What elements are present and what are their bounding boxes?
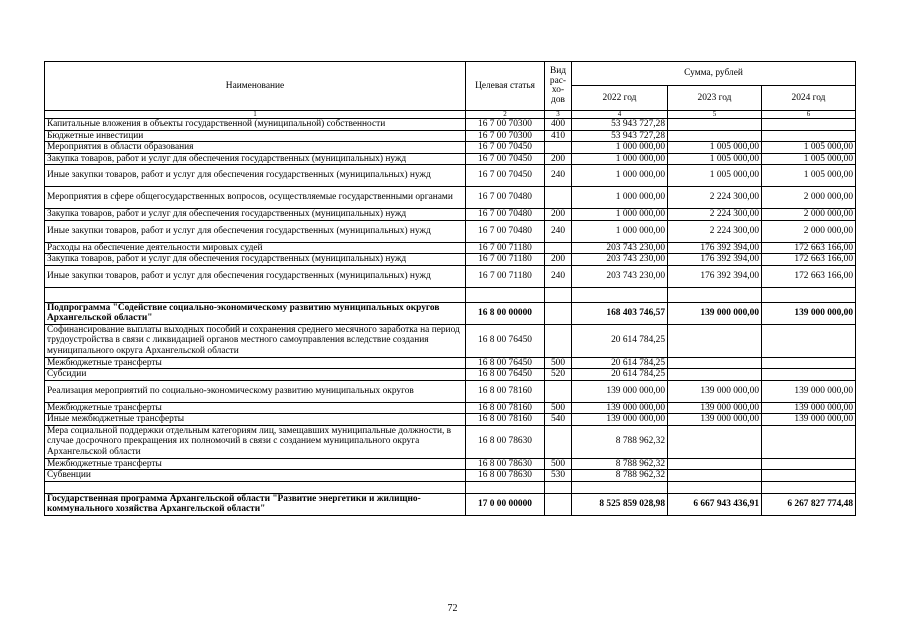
row-name: Государственная программа Архангельской области "Развитие энергетики и жилищно-коммунального хозяйства Архангельской области": [45, 493, 466, 515]
row-sum-2023: 1 005 000,00: [668, 142, 762, 154]
row-sum-2024: [762, 130, 856, 142]
row-target-article: 16 8 00 78630: [466, 470, 545, 482]
table-row: [45, 470, 856, 482]
table-row: [45, 187, 856, 209]
row-sum-2023: 1 005 000,00: [668, 153, 762, 165]
table-row: [45, 142, 856, 154]
row-sum-2022: 203 743 230,00: [572, 254, 668, 266]
row-sum-2024: [762, 458, 856, 470]
row-expense-type: 200: [545, 209, 572, 221]
table-body: [45, 119, 856, 516]
row-expense-type: 240: [545, 265, 572, 287]
row-target-article: 16 7 00 71180: [466, 242, 545, 254]
row-sum-2024: [762, 425, 856, 458]
row-target-article: 16 8 00 00000: [466, 302, 545, 324]
row-sum-2022: 168 403 746,57: [572, 302, 668, 324]
row-sum-2023: 139 000 000,00: [668, 414, 762, 426]
row-target-article: 16 8 00 78630: [466, 425, 545, 458]
table-row: [45, 324, 856, 357]
row-expense-type: 240: [545, 220, 572, 242]
row-name: Межбюджетные трансферты: [45, 357, 466, 369]
row-target-article: [466, 287, 545, 302]
table-row: [45, 380, 856, 402]
row-name: Мероприятия в области образования: [45, 142, 466, 154]
row-sum-2023: 2 224 300,00: [668, 187, 762, 209]
row-expense-type: 520: [545, 369, 572, 381]
header-sum: Сумма, рублей: [572, 62, 856, 86]
row-target-article: 16 7 00 70450: [466, 142, 545, 154]
table-row: [45, 153, 856, 165]
header-expense-type: Вид рас-хо-дов: [545, 62, 572, 111]
row-sum-2023: 139 000 000,00: [668, 402, 762, 414]
row-sum-2024: 139 000 000,00: [762, 302, 856, 324]
row-sum-2022: 8 788 962,32: [572, 458, 668, 470]
row-sum-2022: 53 943 727,28: [572, 119, 668, 131]
row-target-article: 17 0 00 00000: [466, 493, 545, 515]
row-sum-2024: [762, 119, 856, 131]
table-row: [45, 425, 856, 458]
row-sum-2022: 1 000 000,00: [572, 187, 668, 209]
row-sum-2024: [762, 324, 856, 357]
table-row: [45, 357, 856, 369]
header-name: Наименование: [45, 62, 466, 111]
row-sum-2024: [762, 287, 856, 302]
row-sum-2023: [668, 130, 762, 142]
row-target-article: 16 8 00 78630: [466, 458, 545, 470]
row-target-article: 16 7 00 70450: [466, 165, 545, 187]
row-sum-2024: 172 663 166,00: [762, 242, 856, 254]
row-sum-2022: 1 000 000,00: [572, 220, 668, 242]
table-row: [45, 209, 856, 221]
row-target-article: 16 7 00 71180: [466, 265, 545, 287]
row-sum-2022: [572, 287, 668, 302]
row-sum-2022: 20 614 784,25: [572, 369, 668, 381]
row-expense-type: [545, 187, 572, 209]
row-target-article: [466, 481, 545, 493]
header-year-2022: 2022 год: [572, 86, 668, 111]
row-target-article: 16 8 00 76450: [466, 324, 545, 357]
row-sum-2024: 172 663 166,00: [762, 265, 856, 287]
row-sum-2022: 139 000 000,00: [572, 402, 668, 414]
row-sum-2024: 1 005 000,00: [762, 165, 856, 187]
row-sum-2022: 53 943 727,28: [572, 130, 668, 142]
row-sum-2023: [668, 425, 762, 458]
row-sum-2022: 8 525 859 028,98: [572, 493, 668, 515]
row-expense-type: 410: [545, 130, 572, 142]
row-target-article: 16 8 00 76450: [466, 357, 545, 369]
row-sum-2023: 2 224 300,00: [668, 209, 762, 221]
row-name: [45, 287, 466, 302]
row-expense-type: 240: [545, 165, 572, 187]
row-expense-type: [545, 425, 572, 458]
row-sum-2023: 1 005 000,00: [668, 165, 762, 187]
row-name: Мера социальной поддержки отдельным категориям лиц, замещавших муниципальные должности, в случае досрочного прекращения их полномочий в связи с созданием муниципального округа Архангельской области: [45, 425, 466, 458]
row-target-article: 16 7 00 70300: [466, 119, 545, 131]
table-row: [45, 402, 856, 414]
row-sum-2024: 139 000 000,00: [762, 414, 856, 426]
row-expense-type: [545, 242, 572, 254]
row-name: Иные закупки товаров, работ и услуг для обеспечения государственных (муниципальных) нужд: [45, 220, 466, 242]
row-sum-2022: 20 614 784,25: [572, 324, 668, 357]
table-row: [45, 369, 856, 381]
row-sum-2022: [572, 481, 668, 493]
row-sum-2023: 176 392 394,00: [668, 265, 762, 287]
row-sum-2022: 203 743 230,00: [572, 265, 668, 287]
row-name: Мероприятия в сфере общегосударственных вопросов, осуществляемые государственными органами: [45, 187, 466, 209]
row-name: [45, 481, 466, 493]
row-target-article: 16 7 00 70450: [466, 153, 545, 165]
row-sum-2022: 20 614 784,25: [572, 357, 668, 369]
row-name: Субсидии: [45, 369, 466, 381]
row-sum-2024: 2 000 000,00: [762, 220, 856, 242]
row-expense-type: 200: [545, 153, 572, 165]
row-target-article: 16 7 00 70480: [466, 220, 545, 242]
row-name: Межбюджетные трансферты: [45, 402, 466, 414]
table-row: [45, 302, 856, 324]
row-sum-2023: 2 224 300,00: [668, 220, 762, 242]
header-target-article: Целевая статья: [466, 62, 545, 111]
table-row: [45, 265, 856, 287]
row-expense-type: 540: [545, 414, 572, 426]
row-expense-type: 530: [545, 470, 572, 482]
row-sum-2022: 1 000 000,00: [572, 165, 668, 187]
row-sum-2023: 176 392 394,00: [668, 254, 762, 266]
page-number: 72: [447, 603, 458, 614]
row-sum-2022: 139 000 000,00: [572, 380, 668, 402]
row-expense-type: 500: [545, 402, 572, 414]
column-index-row: [45, 111, 856, 119]
row-name: Закупка товаров, работ и услуг для обеспечения государственных (муниципальных) нужд: [45, 254, 466, 266]
row-expense-type: [545, 302, 572, 324]
row-sum-2023: [668, 481, 762, 493]
row-sum-2022: 8 788 962,32: [572, 470, 668, 482]
row-target-article: 16 8 00 76450: [466, 369, 545, 381]
row-sum-2024: 1 005 000,00: [762, 142, 856, 154]
row-sum-2023: [668, 458, 762, 470]
row-sum-2023: [668, 287, 762, 302]
header-year-2023: 2023 год: [668, 86, 762, 111]
row-name: Расходы на обеспечение деятельности мировых судей: [45, 242, 466, 254]
row-target-article: 16 7 00 70480: [466, 209, 545, 221]
row-expense-type: 400: [545, 119, 572, 131]
row-sum-2022: 1 000 000,00: [572, 142, 668, 154]
row-name: Иные межбюджетные трансферты: [45, 414, 466, 426]
row-expense-type: 500: [545, 357, 572, 369]
row-sum-2023: 176 392 394,00: [668, 242, 762, 254]
table-row: [45, 493, 856, 515]
row-target-article: 16 7 00 70480: [466, 187, 545, 209]
row-expense-type: [545, 324, 572, 357]
row-sum-2022: 139 000 000,00: [572, 414, 668, 426]
row-sum-2023: 139 000 000,00: [668, 302, 762, 324]
header-year-2024: 2024 год: [762, 86, 856, 111]
table-row: [45, 242, 856, 254]
budget-table: [44, 61, 856, 516]
row-target-article: 16 8 00 78160: [466, 380, 545, 402]
row-expense-type: [545, 481, 572, 493]
row-sum-2023: [668, 357, 762, 369]
column-index: 1: [45, 111, 466, 119]
table-row: [45, 119, 856, 131]
row-sum-2023: [668, 324, 762, 357]
table-row: [45, 130, 856, 142]
row-expense-type: [545, 142, 572, 154]
row-target-article: 16 8 00 78160: [466, 414, 545, 426]
column-index: 2: [466, 111, 545, 119]
row-sum-2024: 6 267 827 774,48: [762, 493, 856, 515]
row-name: Закупка товаров, работ и услуг для обеспечения государственных (муниципальных) нужд: [45, 209, 466, 221]
row-expense-type: [545, 493, 572, 515]
row-name: Иные закупки товаров, работ и услуг для обеспечения государственных (муниципальных) нужд: [45, 165, 466, 187]
table-row: [45, 287, 856, 302]
table-row: [45, 458, 856, 470]
row-sum-2023: 139 000 000,00: [668, 380, 762, 402]
row-sum-2024: 139 000 000,00: [762, 402, 856, 414]
row-sum-2022: 1 000 000,00: [572, 209, 668, 221]
row-expense-type: [545, 287, 572, 302]
row-sum-2024: 172 663 166,00: [762, 254, 856, 266]
row-sum-2022: 8 788 962,32: [572, 425, 668, 458]
row-sum-2024: 2 000 000,00: [762, 187, 856, 209]
table-row: [45, 165, 856, 187]
table-row: [45, 254, 856, 266]
row-name: Подпрограмма "Содействие социально-экономическому развитию муниципальных округов Архангельской области": [45, 302, 466, 324]
column-index: 4: [572, 111, 668, 119]
row-target-article: 16 7 00 71180: [466, 254, 545, 266]
row-sum-2022: 203 743 230,00: [572, 242, 668, 254]
row-sum-2023: [668, 470, 762, 482]
row-name: Иные закупки товаров, работ и услуг для обеспечения государственных (муниципальных) нужд: [45, 265, 466, 287]
row-expense-type: [545, 380, 572, 402]
row-sum-2024: [762, 481, 856, 493]
row-name: Межбюджетные трансферты: [45, 458, 466, 470]
column-index: 6: [762, 111, 856, 119]
row-name: Софинансирование выплаты выходных пособий и сохранения среднего месячного заработка на период трудоустройства в связи с ликвидацией органов местного самоуправления вследствие создания муниципального округа Архангельской области: [45, 324, 466, 357]
row-sum-2024: [762, 357, 856, 369]
row-sum-2022: 1 000 000,00: [572, 153, 668, 165]
row-name: Субвенции: [45, 470, 466, 482]
row-name: Реализация мероприятий по социально-экономическому развитию муниципальных округов: [45, 380, 466, 402]
row-sum-2023: [668, 119, 762, 131]
row-sum-2024: 139 000 000,00: [762, 380, 856, 402]
row-expense-type: 200: [545, 254, 572, 266]
table-row: [45, 414, 856, 426]
row-target-article: 16 8 00 78160: [466, 402, 545, 414]
table-row: [45, 220, 856, 242]
row-target-article: 16 7 00 70300: [466, 130, 545, 142]
table-row: [45, 481, 856, 493]
row-sum-2024: [762, 369, 856, 381]
row-sum-2024: 2 000 000,00: [762, 209, 856, 221]
row-sum-2024: 1 005 000,00: [762, 153, 856, 165]
row-name: Бюджетные инвестиции: [45, 130, 466, 142]
row-sum-2023: [668, 369, 762, 381]
column-index: 5: [668, 111, 762, 119]
row-name: Капитальные вложения в объекты государственной (муниципальной) собственности: [45, 119, 466, 131]
row-sum-2023: 6 667 943 436,91: [668, 493, 762, 515]
column-index: 3: [545, 111, 572, 119]
row-sum-2024: [762, 470, 856, 482]
row-expense-type: 500: [545, 458, 572, 470]
row-name: Закупка товаров, работ и услуг для обеспечения государственных (муниципальных) нужд: [45, 153, 466, 165]
